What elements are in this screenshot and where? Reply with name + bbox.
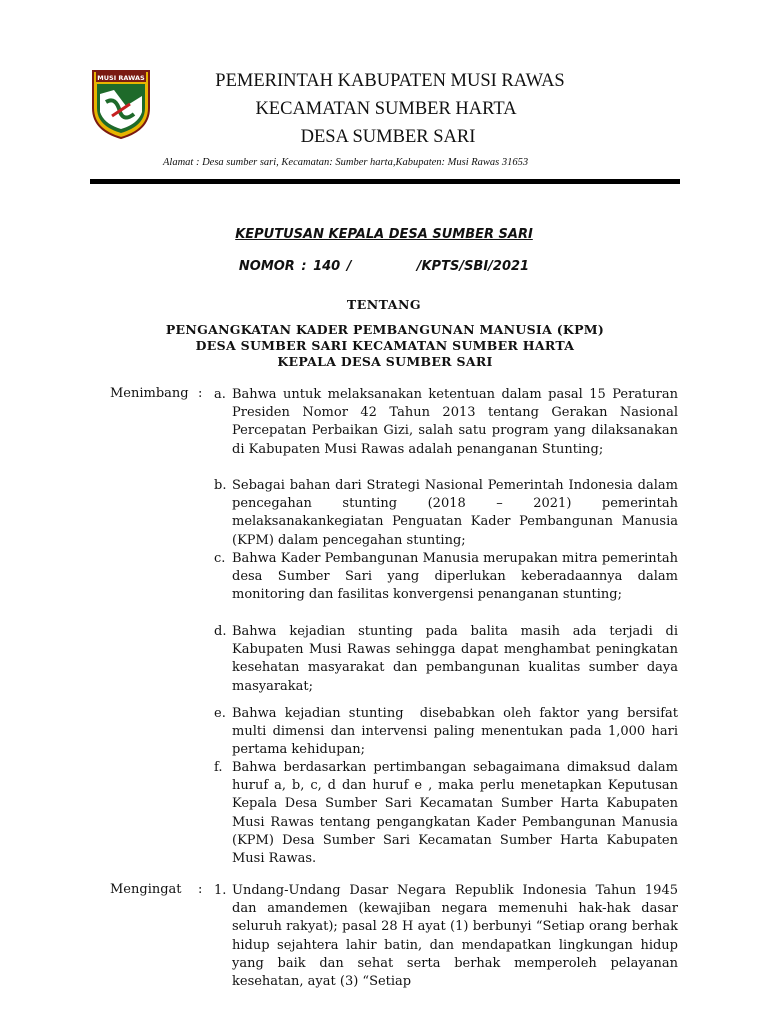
item-text: Sebagai bahan dari Strategi Nasional Pemerintah Indonesia dalam pencegahan stunting (2018 – 2021) pemerintah melaksanakankegiatan Penguatan Kader Pembangunan Manusia (KPM) dalam pencegahan stunting; <box>232 478 678 548</box>
menimbang-item-f <box>214 759 678 868</box>
item-text: Undang-Undang Dasar Negara Republik Indonesia Tahun 1945 dan amandemen (kewajiban negara memenuhi hak-hak dasar seluruh rakyat); pasal 28 H ayat (1) berbunyi “Setiap orang berhak hidup sejahtera lahir batin, dan mendapatkan lingkungan hidup yang baik dan sehat serta berhak memperoleh pelayanan kesehatan, ayat (3) “Setiap <box>232 883 678 990</box>
item-marker: a. <box>214 387 226 402</box>
item-marker: b. <box>214 478 227 493</box>
subject-line: DESA SUMBER SARI KECAMATAN SUMBER HARTA <box>195 338 575 353</box>
item-text: Bahwa kejadian stunting pada balita masih ada terjadi di Kabupaten Musi Rawas sehingga dapat menghambat peningkatan kesehatan masyarakat dan pembangunan kualitas sumber daya masyarakat; <box>232 624 678 694</box>
letterhead-line-government: PEMERINTAH KABUPATEN MUSI RAWAS <box>215 71 565 91</box>
letterhead-line-district: KECAMATAN SUMBER HARTA <box>255 99 517 119</box>
tentang-heading: TENTANG <box>346 297 422 312</box>
letterhead-line-village: DESA SUMBER SARI <box>300 127 476 147</box>
item-marker: e. <box>214 706 226 721</box>
item-text: Bahwa berdasarkan pertimbangan sebagaimana dimaksud dalam huruf a, b, c, d dan huruf e , maka perlu menetapkan Keputusan Kepala Desa Sumber Sari Kecamatan Sumber Harta Kabupaten Musi Rawas tentang pengangkatan Kader Pembangunan Manusia (KPM) Desa Sumber Sari Kecamatan Sumber Harta Kabupaten Musi Rawas. <box>232 760 678 867</box>
subject-line: KEPALA DESA SUMBER SARI <box>277 354 493 369</box>
menimbang-colon: : <box>198 386 203 401</box>
menimbang-item-e <box>214 705 683 760</box>
logo-text: MUSI RAWAS <box>97 74 145 82</box>
menimbang-item-b <box>214 477 678 550</box>
decision-number: NOMOR : 140 / /KPTS/SBI/2021 <box>238 259 530 274</box>
letterhead-divider <box>90 179 680 184</box>
item-text: Bahwa untuk melaksanakan ketentuan dalam pasal 15 Peraturan Presiden Nomor 42 Tahun 2013 tentang Gerakan Nasional Percepatan Perbaikan Gizi, salah satu program yang dilaksanakan di Kabupaten Musi Rawas adalah penanganan Stunting; <box>232 387 678 457</box>
decision-title: KEPUTUSAN KEPALA DESA SUMBER SARI <box>235 227 533 242</box>
item-text: Bahwa Kader Pembangunan Manusia merupakan mitra pemerintah desa Sumber Sari yang diperlukan keberadaannya dalam monitoring dan fasilitas konvergensi penanganan stunting; <box>232 551 678 603</box>
item-marker: d. <box>214 624 227 639</box>
item-marker: f. <box>214 760 223 775</box>
menimbang-item-a <box>214 386 678 459</box>
menimbang-item-c <box>214 550 678 605</box>
item-marker: 1. <box>214 883 227 898</box>
mengingat-item-1 <box>214 882 678 991</box>
subject-line: PENGANGKATAN KADER PEMBANGUNAN MANUSIA (KPM) <box>165 322 605 337</box>
item-text: Bahwa kejadian stunting disebabkan oleh faktor yang bersifat multi dimensi dan intervensi paling menentukan pada 1,000 hari pertama kehidupan; <box>232 706 683 758</box>
menimbang-label-text: Menimbang <box>110 386 189 401</box>
item-marker: c. <box>214 551 226 566</box>
mengingat-label-text: Mengingat <box>110 882 182 897</box>
decision-subject <box>140 322 630 370</box>
musi-rawas-emblem-logo <box>90 68 152 140</box>
mengingat-colon: : <box>198 882 203 897</box>
letterhead <box>160 70 600 148</box>
letterhead-address: Alamat : Desa sumber sari, Kecamatan: Sumber harta,Kabupaten: Musi Rawas 31653 <box>163 157 529 168</box>
menimbang-label <box>110 386 203 401</box>
mengingat-label <box>110 882 203 897</box>
menimbang-item-d <box>214 623 678 696</box>
